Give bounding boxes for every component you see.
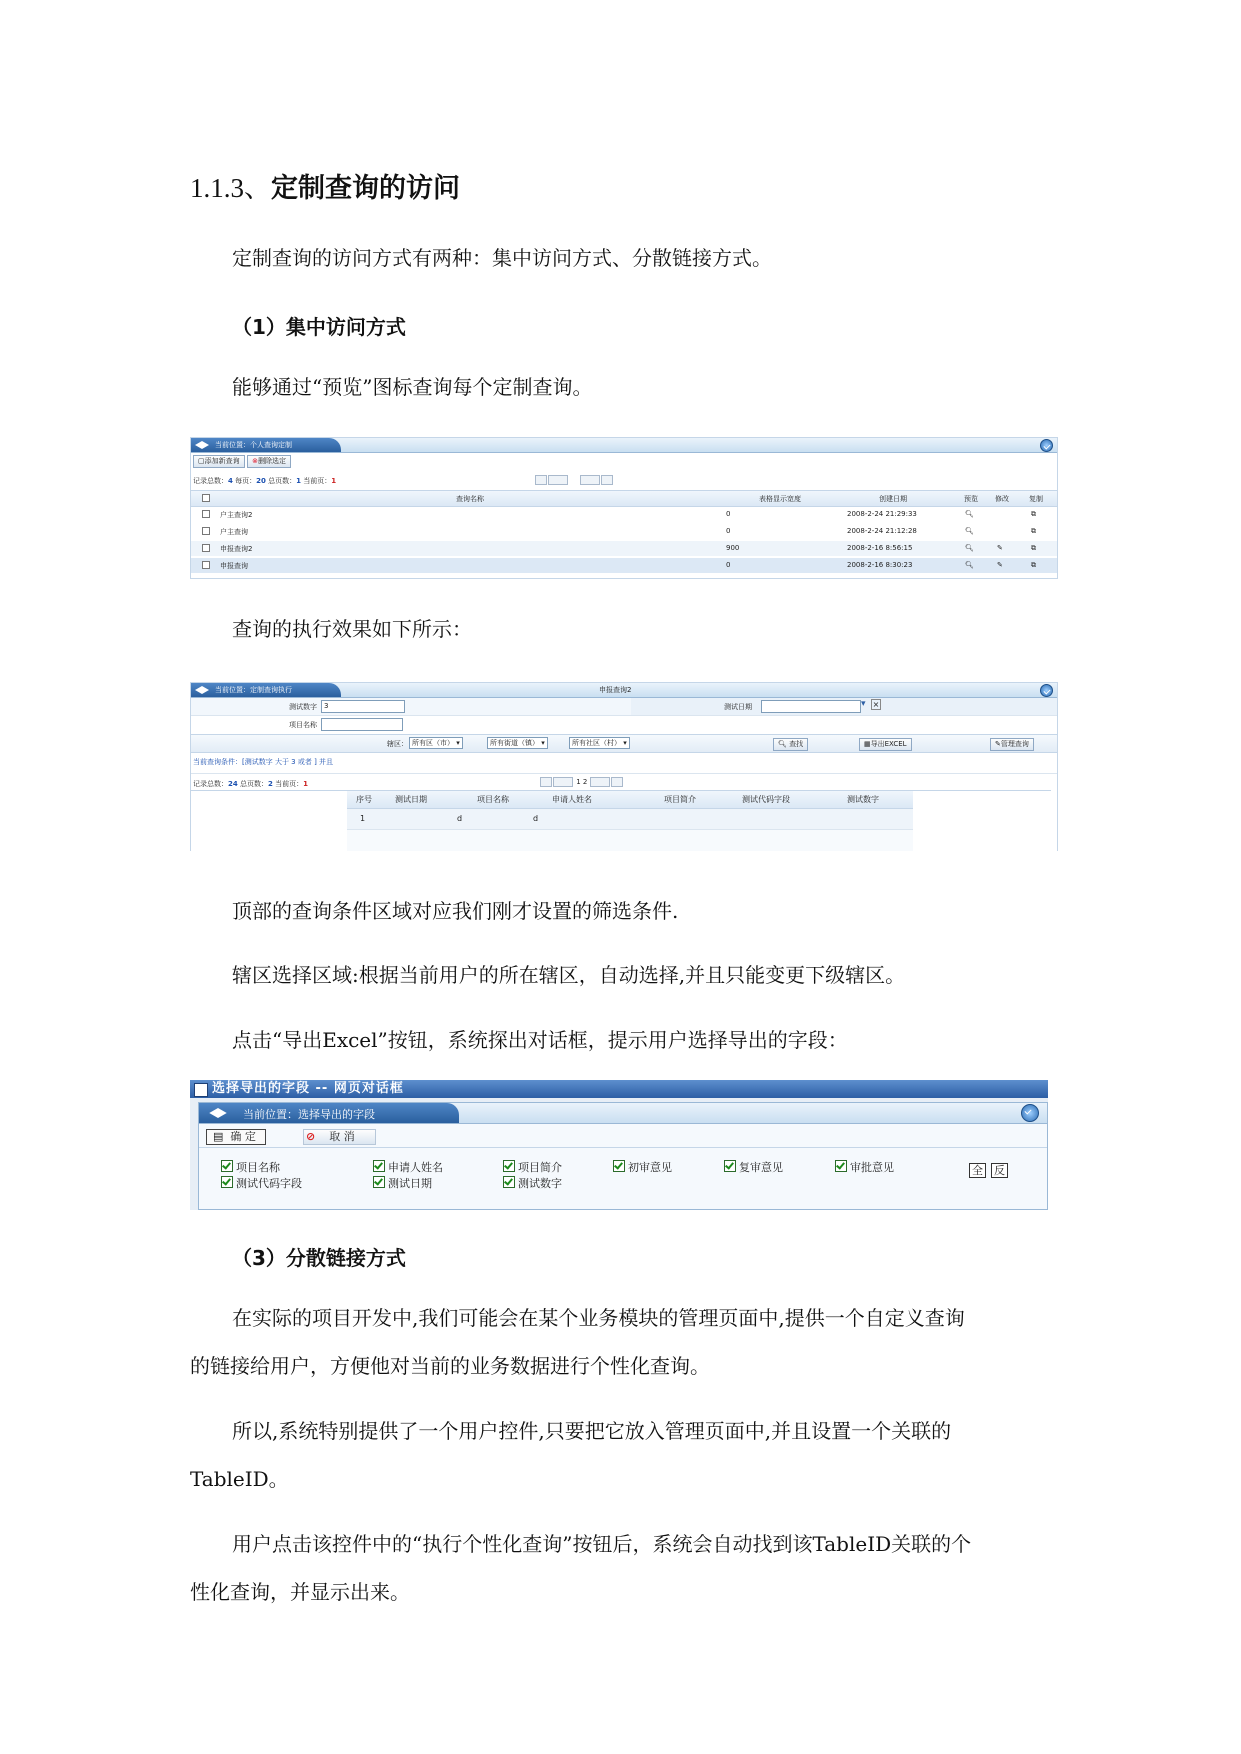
breadcrumb-bar [191, 438, 1057, 453]
search-button[interactable]: 🔍︎ 查找 [773, 738, 808, 751]
page-numbers[interactable]: 1 2 [576, 778, 588, 786]
subheading-centralized: （1）集中访问方式 [232, 315, 406, 339]
copy-icon[interactable]: ⧉ [1031, 561, 1036, 569]
delete-icon: ⊗ [252, 457, 259, 465]
edit-icon[interactable]: ✎ [997, 561, 1003, 569]
dialog-title: 选择导出的字段 -- 网页对话框 [212, 1081, 404, 1096]
breadcrumb-bar [199, 1103, 1047, 1124]
export-dialog-screenshot [190, 1080, 1048, 1210]
field-checkbox[interactable]: 项目简介 [503, 1159, 562, 1175]
query-list-screenshot [190, 437, 1058, 579]
table-header [191, 490, 1057, 507]
paragraph-dev-line2: 的链接给用户，方便他对当前的业务数据进行个性化查询。 [190, 1354, 710, 1378]
check-icon [221, 1176, 233, 1188]
last-page-button[interactable] [611, 777, 623, 787]
invert-selection-button[interactable]: 反 [991, 1163, 1008, 1178]
field-checkbox[interactable]: 初审意见 [613, 1159, 672, 1175]
paragraph-conditions: 顶部的查询条件区域对应我们刚才设置的筛选条件. [232, 899, 679, 923]
column-header: 复制 [1029, 495, 1043, 503]
logo-icon [195, 441, 209, 449]
check-icon [221, 1160, 233, 1172]
field-checkbox[interactable]: 项目名称 [221, 1159, 280, 1175]
column-header: 项目简介 [664, 795, 696, 804]
project-name-input[interactable] [321, 718, 403, 731]
table-row[interactable]: 1 d d [347, 809, 913, 830]
paragraph-dev-line1: 在实际的项目开发中,我们可能会在某个业务模块的管理页面中,提供一个自定义查询 [232, 1306, 965, 1330]
add-query-button[interactable]: ▢添加新查询 [193, 455, 245, 468]
first-page-button[interactable] [535, 475, 547, 485]
prev-page-button[interactable] [548, 475, 568, 485]
field-checkbox[interactable]: 测试日期 [373, 1175, 432, 1191]
table-row[interactable]: 户主查询 0 2008-2-24 21:12:28 🔍︎ ⧉ [191, 524, 1057, 539]
section-number: 1.1.3、 [190, 173, 271, 203]
confirm-icon: ▤ [213, 1130, 224, 1143]
breadcrumb: 当前位置：定制查询执行 [215, 686, 292, 694]
city-select[interactable]: 所有区（市） ▾ [409, 737, 463, 749]
column-header: 测试日期 [395, 795, 427, 804]
breadcrumb: 当前位置：选择导出的字段 [243, 1108, 375, 1121]
column-header: 测试代码字段 [742, 795, 790, 804]
paragraph-intro: 定制查询的访问方式有两种：集中访问方式、分散链接方式。 [232, 246, 772, 270]
row-checkbox[interactable] [202, 510, 210, 518]
last-page-button[interactable] [601, 475, 613, 485]
field-checkbox[interactable]: 测试代码字段 [221, 1175, 302, 1191]
column-header: 序号 [356, 795, 372, 804]
paragraph-result: 查询的执行效果如下所示： [232, 617, 472, 641]
logo-icon [195, 686, 209, 694]
paragraph-preview: 能够通过“预览”图标查询每个定制查询。 [232, 375, 593, 399]
record-stats: 记录总数：24 总页数：2 当前页：1 [193, 780, 308, 788]
column-header: 创建日期 [879, 495, 907, 503]
test-number-input[interactable]: 3 [321, 700, 405, 713]
select-all-button[interactable]: 全 [969, 1163, 986, 1178]
page-title: 申报查询2 [599, 686, 632, 694]
row-checkbox[interactable] [202, 561, 210, 569]
column-header: 申请人姓名 [552, 795, 592, 804]
district-bar: 辖区： 所有区（市） ▾ 所有街道（镇） ▾ 所有社区（村） ▾ 🔍︎ 查找 ▦导出EXCEL ✎管理查询 [191, 734, 1057, 753]
cancel-icon: ⊘ [306, 1130, 316, 1143]
column-header: 查询名称 [456, 495, 484, 503]
column-header: 修改 [995, 495, 1009, 503]
copy-icon[interactable]: ⧉ [1031, 527, 1036, 535]
preview-icon[interactable]: 🔍︎ [965, 527, 974, 535]
clear-icon[interactable]: × [872, 700, 880, 709]
paragraph-control-line1: 所以,系统特别提供了一个用户控件,只要把它放入管理页面中,并且设置一个关联的 [232, 1419, 952, 1443]
field-checkbox[interactable]: 申请人姓名 [373, 1159, 443, 1175]
field-checkbox[interactable]: 测试数字 [503, 1175, 562, 1191]
logo-icon [207, 1108, 229, 1118]
current-condition: 当前查询条件：[测试数字 大于 3 或者 ] 并且 [193, 758, 334, 766]
dropdown-icon[interactable]: ▾ [861, 699, 866, 709]
street-select[interactable]: 所有街道（镇） ▾ [487, 737, 548, 749]
search-icon: 🔍︎ [778, 740, 787, 748]
breadcrumb: 当前位置：个人查询定制 [215, 441, 292, 449]
column-header: 测试数字 [847, 795, 879, 804]
check-icon [835, 1160, 847, 1172]
check-icon [503, 1160, 515, 1172]
confirm-button[interactable]: ▤ 确 定 [206, 1129, 266, 1145]
section-heading [190, 166, 460, 205]
preview-icon[interactable]: 🔍︎ [965, 544, 974, 552]
dialog-titlebar [190, 1080, 1048, 1098]
next-page-button[interactable] [590, 777, 610, 787]
window-icon [194, 1083, 208, 1097]
export-excel-button[interactable]: ▦导出EXCEL [859, 738, 912, 751]
pager [540, 777, 624, 787]
field-label: 测试数字 [289, 703, 317, 711]
column-header: 预览 [964, 495, 978, 503]
check-icon [373, 1176, 385, 1188]
collapse-icon[interactable] [1040, 684, 1053, 697]
preview-icon[interactable]: 🔍︎ [965, 510, 974, 518]
paragraph-control-line2: TableID。 [190, 1467, 289, 1491]
select-all-checkbox[interactable] [202, 494, 210, 502]
check-icon [503, 1176, 515, 1188]
paragraph-click-line2: 性化查询，并显示出来。 [190, 1580, 410, 1604]
field-checkbox[interactable]: 审批意见 [835, 1159, 894, 1175]
record-stats: 记录总数：4 每页：20 总页数：1 当前页：1 [193, 477, 337, 485]
first-page-button[interactable] [540, 777, 552, 787]
row-checkbox[interactable] [202, 544, 210, 552]
column-header: 表格显示宽度 [759, 495, 801, 503]
query-execution-screenshot [190, 682, 1058, 851]
row-checkbox[interactable] [202, 527, 210, 535]
pager [535, 475, 614, 485]
copy-icon[interactable]: ⧉ [1031, 544, 1036, 552]
field-checkbox[interactable]: 复审意见 [724, 1159, 783, 1175]
preview-icon[interactable]: 🔍︎ [965, 561, 974, 569]
test-date-input[interactable] [761, 700, 861, 713]
copy-icon[interactable]: ⧉ [1031, 510, 1036, 518]
manage-query-button[interactable]: ✎管理查询 [990, 738, 1034, 751]
excel-icon: ▦ [864, 740, 871, 748]
field-label: 测试日期 [724, 703, 752, 711]
table-row[interactable]: 申报查询 0 2008-2-16 8:30:23 🔍︎ ✎ ⧉ [191, 558, 1057, 573]
subheading-distributed: （3）分散链接方式 [232, 1246, 406, 1270]
check-icon [613, 1160, 625, 1172]
paragraph-district: 辖区选择区域:根据当前用户的所在辖区，自动选择,并且只能变更下级辖区。 [232, 963, 906, 987]
manage-icon: ✎ [995, 740, 1001, 748]
collapse-icon[interactable] [1040, 439, 1053, 452]
paragraph-export: 点击“导出Excel”按钮，系统探出对话框，提示用户选择导出的字段： [232, 1028, 848, 1052]
check-icon [373, 1160, 385, 1172]
check-icon [724, 1160, 736, 1172]
table-row[interactable]: 申报查询2 900 2008-2-16 8:56:15 🔍︎ ✎ ⧉ [191, 541, 1057, 556]
edit-icon[interactable]: ✎ [997, 544, 1003, 552]
field-label: 项目名称 [289, 721, 317, 729]
next-page-button[interactable] [580, 475, 600, 485]
column-header: 项目名称 [477, 795, 509, 804]
section-title: 定制查询的访问 [271, 173, 460, 204]
table-row[interactable]: 户主查询2 0 2008-2-24 21:29:33 🔍︎ ⧉ [191, 507, 1057, 522]
result-table-header [347, 791, 913, 809]
paragraph-click-line1: 用户点击该控件中的“执行个性化查询”按钮后，系统会自动找到该TableID关联的个 [232, 1532, 972, 1556]
breadcrumb-bar [191, 683, 1057, 698]
cancel-button[interactable]: ⊘ 取 消 [303, 1129, 376, 1145]
prev-page-button[interactable] [553, 777, 573, 787]
delete-selected-button[interactable]: ⊗删除选定 [247, 455, 291, 468]
close-icon[interactable] [1021, 1104, 1039, 1122]
community-select[interactable]: 所有社区（村） ▾ [569, 737, 630, 749]
